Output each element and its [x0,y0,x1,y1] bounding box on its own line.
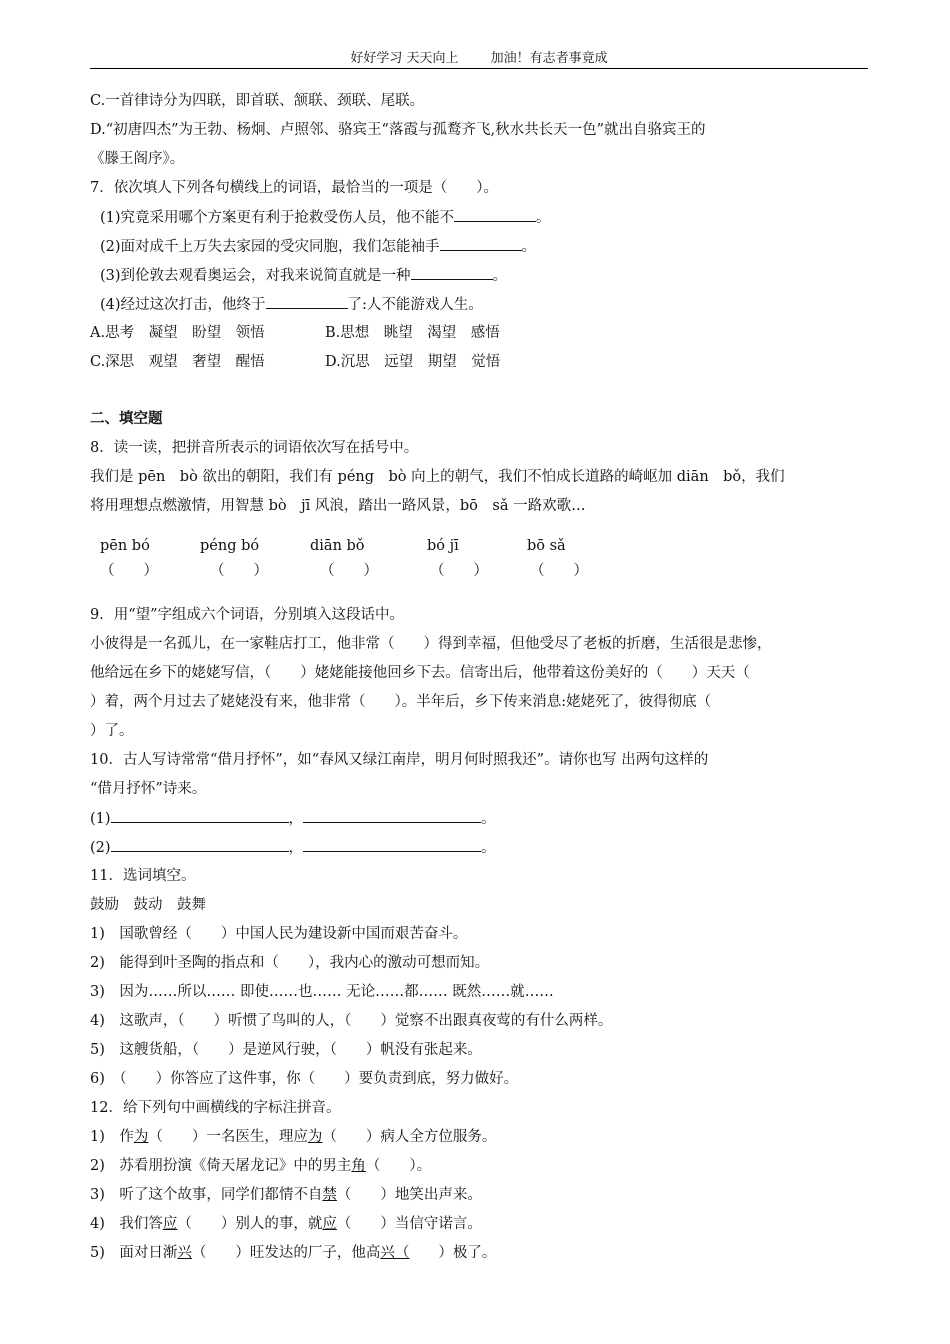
q7-s1-text: (1)究竟采用哪个方案更有利于抢救受伤人员，他不能不 [100,210,455,226]
q11-item-4: 4) 这歌声，（ ）听惯了鸟叫的人，（ ）觉察不出跟真夜莺的有什么两样。 [90,1013,613,1029]
q7-option-c: C.深思 观望 奢望 醒悟 [90,354,265,370]
q7-sentence-4 [100,294,483,315]
q10-stem-line2: “借月抒怀”诗来。 [90,781,207,797]
q10-blank-2b[interactable] [303,837,481,852]
q10-period-1: 。 [481,811,496,827]
q7-s4-blank [266,294,348,309]
q12-stem: 12．给下列句中画横线的字标注拼音。 [90,1100,341,1116]
q11-stem: 11．选词填空。 [90,868,196,884]
q7-options-cd [90,352,500,372]
q12-r5-text-a: 5) 面对日渐 [90,1245,178,1261]
q11-item-6: 6) （ ）你答应了这件事，你（ ）要负责到底，努力做好。 [90,1071,519,1087]
q11-item-3: 3) 因为……所以…… 即使……也…… 无论……都…… 既然……就…… [90,984,554,1000]
q9-passage-line4: ）了。 [90,723,134,739]
q10-period-2: 。 [481,840,496,856]
q10-stem-line1: 10．古人写诗常常“借月抒怀”，如“春风又绿江南岸，明月何时照我还”。请你也写 出两句这样的 [90,752,709,768]
q7-stem: 7．依次填人下列各句横线上的词语，最恰当的一项是（ ）。 [90,180,498,196]
section-heading-fill-in: 二、填空题 [90,411,163,427]
q12-r2-text-a: 2) 苏看朋扮演《倚天屠龙记》中的男主 [90,1158,352,1174]
q7-s4-text: (4)经过这次打击，他终于 [100,297,266,313]
q12-item-4 [90,1214,482,1234]
q10-label-1: (1) [90,811,111,827]
q10-answer-line-1 [90,808,496,829]
q7-option-d: D.沉思 远望 期望 觉悟 [325,354,501,370]
q8-pinyin-3: diān bǒ [310,538,365,554]
header-motto-right: 加油！有志者事竟成 [490,51,608,66]
q12-r1-text-a: 1) 作 [90,1129,134,1145]
q12-r5-underlined-2: 兴（ [380,1245,410,1261]
q7-sentence-3 [100,265,507,286]
q7-options-ab [90,323,500,343]
q12-r3-underlined: 禁 [322,1187,337,1203]
q12-r5-underlined-1: 兴 [177,1245,192,1261]
q11-item-2: 2) 能得到叶圣陶的指点和（ ），我内心的激动可想而知。 [90,955,490,971]
q7-s2-end: 。 [521,239,537,255]
q7-option-b: B.思想 眺望 渴望 感悟 [325,325,500,341]
q8-answer-paren-4[interactable]: （ ） [430,563,488,579]
q8-answer-paren-1[interactable]: （ ） [100,563,158,579]
q7-s1-end: 。 [536,210,551,226]
q6-option-d-line2: 《滕王阁序》。 [90,151,185,167]
q12-item-3 [90,1185,482,1205]
q10-comma-1: ， [288,811,304,827]
q12-r5-text-b: （ ）旺发达的厂子，他高 [191,1245,381,1261]
q10-answer-line-2 [90,837,496,858]
q7-s3-blank [411,265,493,280]
q10-blank-1b[interactable] [303,808,481,823]
q7-s1-blank [454,207,536,222]
q9-passage-line3: ）着，两个月过去了姥姥没有来，他非常（ ）。半年后，乡下传来消息:姥姥死了，彼得彻底（ [90,694,712,710]
q11-item-5: 5) 这艘货船，（ ）是逆风行驶，（ ）帆没有张起来。 [90,1042,482,1058]
q12-r4-underlined-1: 应 [162,1216,178,1232]
q8-passage-line1: 我们是 pēn bò 欲出的朝阳，我们有 péng bò 向上的朝气，我们不怕成长道路的崎岖加 diān bǒ，我们 [90,469,785,485]
q12-r1-text-c: （ ）病人全方位服务。 [322,1129,497,1145]
q10-comma-2: ， [288,840,304,856]
q7-s3-text: (3)到伦敦去观看奥运会，对我来说简直就是一种 [100,268,411,284]
q7-sentence-1 [100,207,551,228]
q12-r4-text-b: （ ）别人的事，就 [177,1216,323,1232]
q12-item-1 [90,1127,496,1147]
q7-sentence-2 [100,236,536,257]
q11-item-1: 1) 国歌曾经（ ）中国人民为建设新中国而艰苦奋斗。 [90,926,468,942]
page-header [90,50,868,69]
q8-answer-paren-2[interactable]: （ ） [210,563,268,579]
q10-label-2: (2) [90,840,111,856]
q8-answer-paren-5[interactable]: （ ） [530,563,588,579]
q10-blank-1a[interactable] [111,808,289,823]
q9-stem: 9．用“望”字组成六个词语，分别填入这段话中。 [90,607,405,623]
q12-r4-text-c: （ ）当信守诺言。 [336,1216,482,1232]
q8-pinyin-4: bó jī [427,538,459,554]
q8-passage-line2: 将用理想点燃激情，用智慧 bò jī 风浪，踏出一路风景，bō sǎ 一路欢歌… [90,498,586,514]
q12-r3-text-a: 3) 听了这个故事，同学们都情不自 [90,1187,323,1203]
header-motto-left: 好好学习 天天向上 [350,51,459,66]
q7-option-a: A.思考 凝望 盼望 领悟 [90,325,265,341]
q12-r5-text-c: ）极了。 [409,1245,497,1261]
q12-r4-text-a: 4) 我们答 [90,1216,163,1232]
q12-r1-text-b: （ ）一名医生，理应 [148,1129,308,1145]
q7-s4-end: 了:人不能游戏人生。 [347,297,483,313]
q12-item-2 [90,1156,431,1176]
q12-r1-underlined-2: 为 [307,1129,323,1145]
q12-item-5 [90,1243,496,1263]
q8-pinyin-5: bō sǎ [527,538,566,554]
q10-blank-2a[interactable] [111,837,289,852]
q7-s2-text: (2)面对成千上万失去家园的受灾同胞，我们怎能袖手 [100,239,440,255]
q7-s3-end: 。 [492,268,508,284]
q12-r1-underlined-1: 为 [133,1129,149,1145]
q8-stem: 8．读一读，把拼音所表示的词语依次写在括号中。 [90,440,419,456]
q7-s2-blank [440,236,522,251]
q9-passage-line1: 小彼得是一名孤儿，在一家鞋店打工，他非常（ ）得到幸福，但他受尽了老板的折磨，生活很是悲惨， [90,636,772,652]
q8-pinyin-1: pēn bó [100,538,150,554]
q8-pinyin-2: péng bó [200,538,260,554]
q12-r3-text-b: （ ）地笑出声来。 [336,1187,482,1203]
q11-word-bank: 鼓励 鼓动 鼓舞 [90,897,206,913]
q9-passage-line2: 他给远在乡下的姥姥写信，（ ）姥姥能接他回乡下去。信寄出后，他带着这份美好的（ ）天天（ [90,665,750,681]
q12-r4-underlined-2: 应 [322,1216,337,1232]
q8-answer-paren-3[interactable]: （ ） [320,563,378,579]
q12-r2-underlined: 角 [351,1158,366,1174]
q12-r2-text-b: （ ）。 [365,1158,432,1174]
q6-option-c: C.一首律诗分为四联，即首联、颔联、颈联、尾联。 [90,93,425,109]
q6-option-d-line1: D.“初唐四杰”为王勃、杨炯、卢照邻、骆宾王“落霞与孤鹜齐飞,秋水共长天一色”就出自骆宾王的 [90,122,706,138]
q8-pinyin-answer-row [100,536,700,586]
